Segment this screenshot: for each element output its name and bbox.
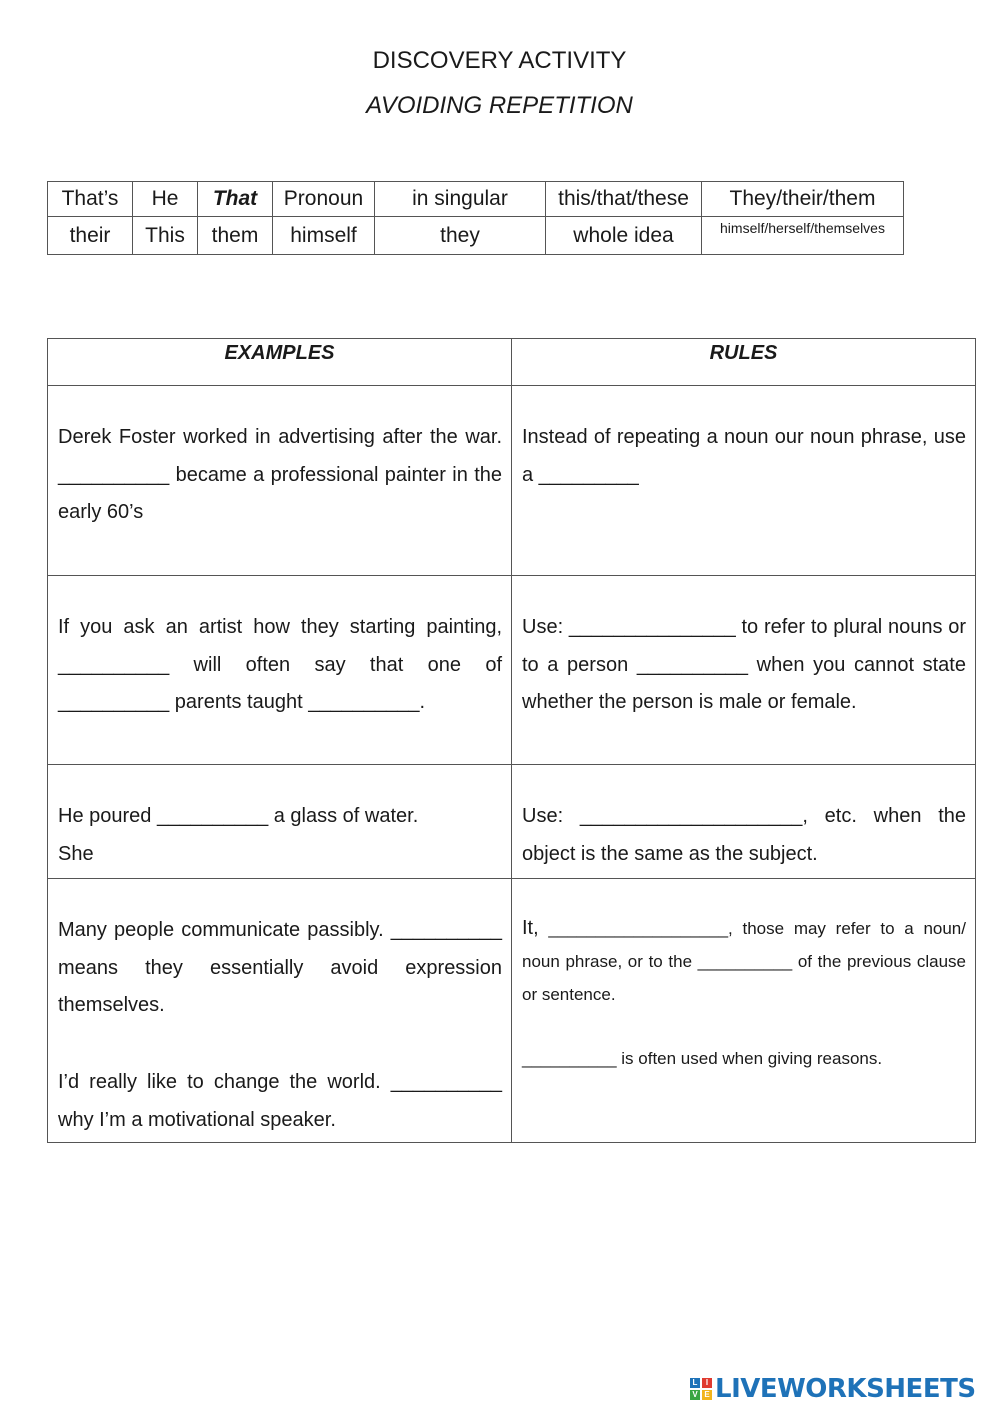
- word-bank-row: [48, 182, 904, 217]
- example-text: Many people communicate passibly. __________ means they essentially avoid expression themselves.: [58, 919, 502, 1017]
- example-text: I’d really like to change the world. __________ why I’m a motivational speaker.: [58, 1071, 502, 1131]
- word-bank-cell: That: [198, 182, 273, 217]
- icon-letter: E: [702, 1390, 712, 1400]
- icon-letter: L: [690, 1378, 700, 1388]
- icon-letter: I: [702, 1378, 712, 1388]
- word-bank-cell: their: [48, 217, 133, 255]
- example-text: If you ask an artist how they starting painting, __________ will often say that one of __________ parents taught __________.: [58, 616, 502, 714]
- word-bank-cell: Pronoun: [273, 182, 375, 217]
- examples-rules-table: [47, 338, 976, 1143]
- word-bank-cell: they: [375, 217, 546, 255]
- examples-header: EXAMPLES: [48, 339, 512, 386]
- table-row: [48, 879, 976, 1143]
- word-bank-cell: whole idea: [546, 217, 702, 255]
- rule-text: ___________________, those may refer to a noun/ noun phrase, or to the __________ of the previous clause or sentence.: [522, 919, 966, 1004]
- word-bank-cell: himself: [273, 217, 375, 255]
- liveworksheets-logo: [690, 1374, 976, 1404]
- table-row: [48, 765, 976, 879]
- word-bank-table: [47, 181, 904, 255]
- rule-text: It,: [522, 917, 539, 939]
- word-bank-row: [48, 217, 904, 255]
- table-row: [48, 576, 976, 765]
- page-title: DISCOVERY ACTIVITY: [372, 47, 627, 74]
- icon-letter: V: [690, 1390, 700, 1400]
- example-text: She: [58, 842, 94, 865]
- word-bank-cell: this/that/these: [546, 182, 702, 217]
- word-bank-cell: They/their/them: [702, 182, 904, 217]
- rules-header: RULES: [512, 339, 976, 386]
- rule-text: Use: _______________ to refer to plural nouns or to a person __________ when you cannot state whether the person is male or female.: [522, 616, 966, 714]
- example-text: Derek Foster worked in advertising after the war. __________ became a professional painter in the early 60’s: [58, 426, 502, 524]
- liveworksheets-icon: [690, 1378, 712, 1400]
- rule-text: Use: ____________________, etc. when the object is the same as the subject.: [522, 805, 966, 865]
- brand-name: LIVEWORKSHEETS: [715, 1374, 976, 1404]
- table-row: [48, 386, 976, 576]
- word-bank-cell: in singular: [375, 182, 546, 217]
- rule-text: Instead of repeating a noun our noun phrase, use a _________: [522, 426, 966, 486]
- word-bank-cell: them: [198, 217, 273, 255]
- table-header-row: [48, 339, 976, 386]
- word-bank-cell: himself/herself/themselves: [702, 217, 904, 255]
- word-bank-cell: He: [133, 182, 198, 217]
- example-text: He poured __________ a glass of water.: [58, 805, 419, 827]
- word-bank-cell: That’s: [48, 182, 133, 217]
- word-bank-cell: This: [133, 217, 198, 255]
- page-subtitle: AVOIDING REPETITION: [366, 92, 633, 119]
- rule-text: __________ is often used when giving reasons.: [522, 1049, 883, 1068]
